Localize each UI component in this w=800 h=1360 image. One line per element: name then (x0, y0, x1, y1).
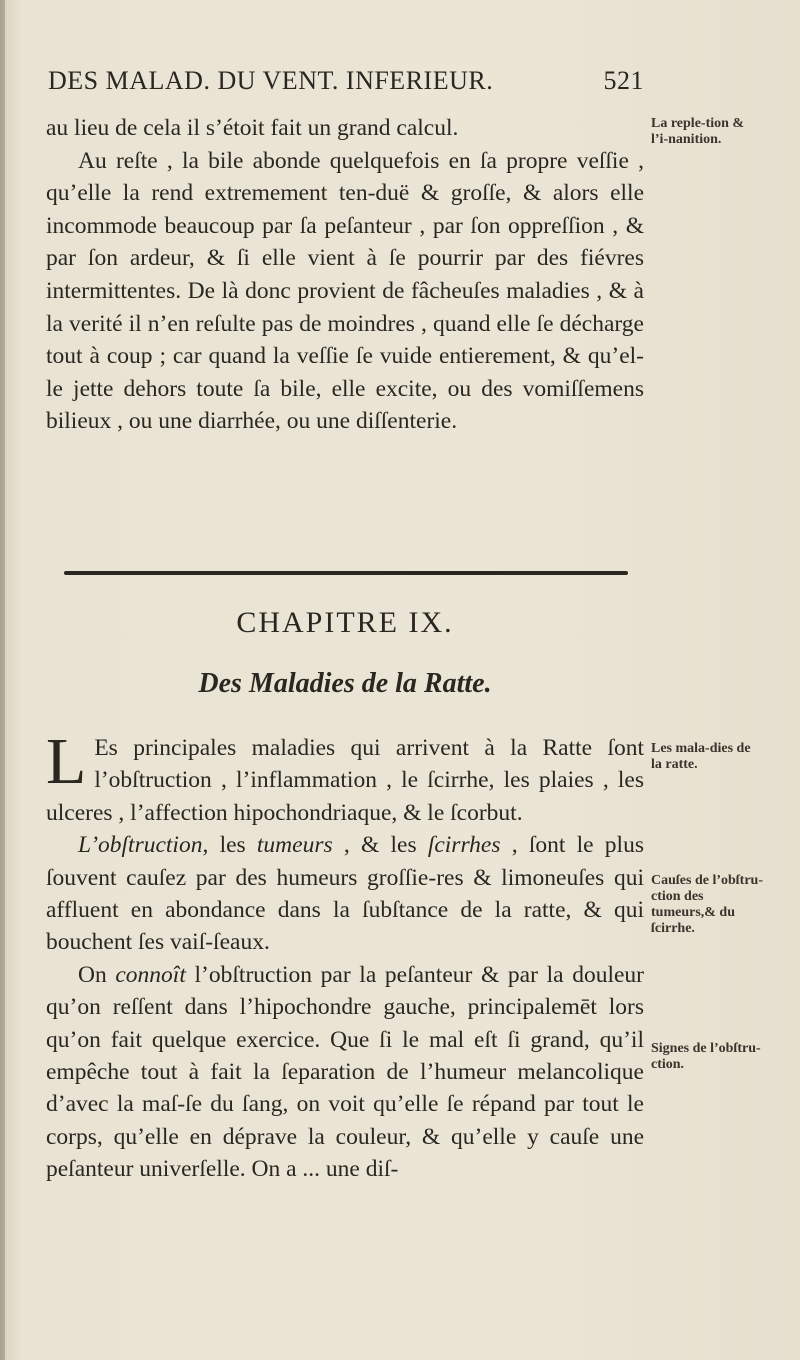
section-divider (64, 571, 628, 575)
paragraph-principal-diseases (46, 725, 644, 829)
header-title: DES MALAD. DU VENT. INFERIEUR. (48, 66, 494, 95)
text-fragment: , & les (332, 832, 428, 859)
margin-note-signs: Signes de l’obſtru-ction. (651, 1041, 761, 1072)
margin-note-diseases: Les mala-dies de la ratte. (651, 741, 751, 772)
obstruction-causes-text: , ſont le plus ſouvent cauſez par des humeurs groſſie-res & limoneuſes qui affluent en abondance dans la ſubſtance de la ratte, & qui bouchent ſes vaiſ-ſeaux. (46, 832, 644, 956)
paragraph-bile: Au reſte , la bile abonde quelquefois en ſa propre veſſie , qu’elle la rend extremement ten-duë & groſſe, & alors elle incommode beaucoup par ſa peſanteur , par ſon oppreſſion , & par ſon ardeur, & ſi elle vient à ſe pourrir par des fiévres intermittentes. De là donc provient de fâcheuſes maladies , & à la verité il n’en reſulte pas de moindres , quand elle ſe décharge tout à coup ; car quand la veſſie ſe vuide entierement, & qu’el-le jette dehors toute ſa bile, elle excite, ou des vomiſſemens bilieux , ou une diarrhée, ou une diſſenterie. (46, 147, 644, 435)
paragraph-obstruction-causes (46, 829, 644, 959)
term-tumeurs: tumeurs (256, 832, 333, 859)
chapter-body (46, 725, 644, 1186)
continuation-text (46, 112, 644, 438)
chapter-subtitle: Des Maladies de la Ratte. (198, 668, 492, 699)
term-obstruction: L’obſtruction (78, 832, 203, 859)
paragraph-obstruction-signs (46, 959, 644, 1186)
principal-diseases-text: Es principales maladies qui arrivent à la Ratte ſont l’obſtruction , l’inflammation , le ſcirrhe, les plaies , les ulceres , l’affection hipochondriaque, & le ſcorbut. (46, 735, 644, 826)
drop-cap: L (46, 725, 87, 798)
text-fragment: On (78, 961, 116, 988)
chapter-title: CHAPITRE IX. (236, 606, 454, 639)
page-number: 521 (603, 66, 644, 95)
continuation-line: au lieu de cela il s’étoit fait un grand calcul. (46, 115, 459, 141)
term-scirrhes: ſcirrhes (427, 832, 501, 859)
term-connoit: connoît (115, 961, 186, 988)
running-header (48, 66, 644, 96)
text-fragment: , les (202, 832, 257, 859)
obstruction-signs-text: l’obſtruction par la peſanteur & par la douleur qu’on reſſent dans l’hipochondre gauche, principalemēt lors qu’on fait quelque exercice. Que ſi le mal eſt ſi grand, qu’il empêche tout à fait la ſeparation de l’humeur melancolique d’avec la maſ-ſe du ſang, on voit qu’elle ſe répand par tout le corps, qu’elle en déprave la couleur, & qu’elle y cauſe une peſanteur univerſelle. On a ... une diſ- (46, 961, 644, 1183)
margin-note-causes: Cauſes de l’obſtru-ction des tumeurs,& du ſcirrhe. (651, 873, 763, 936)
margin-note-repletion: La reple-tion & l’i-nanition. (651, 116, 745, 147)
